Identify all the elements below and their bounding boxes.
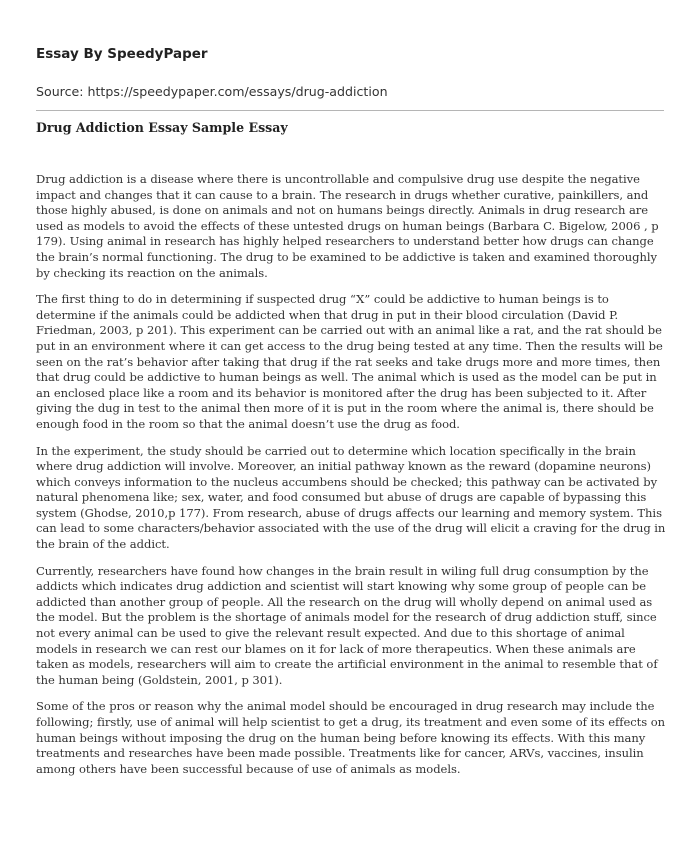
paragraph: The first thing to do in determining if suspected drug “X” could be addictive to human beings is to determine if the animals could be addicted when that drug in put in their blood circulation (David P. Friedman, 2003, p 201). This experiment can be carried out with an animal like a rat, and the rat should be put in an environment where it can get access to the drug being tested at any time. Then the results will be seen on the rat’s behavior after taking that drug if the rat seeks and take drugs more and more times, then that drug could be addictive to human beings as well. The animal which is used as the model can be put in an enclosed place like a room and its behavior is monitored after the drug has been subjected to it. After giving the dug in test to the animal then more of it is put in the room where the animal is, there should be enough food in the room so that the animal doesn’t use the drug as food. [36, 292, 663, 431]
source-line: Source: https://speedypaper.com/essays/drug-addiction [36, 84, 388, 99]
essay-title: Drug Addiction Essay Sample Essay [36, 120, 288, 135]
paragraph: In the experiment, the study should be carried out to determine which location specifically in the brain where drug addiction will involve. Moreover, an initial pathway known as the reward (dopamine neurons) which conveys information to the nucleus accumbens should be checked; this pathway can be activated by natural phenomena like; sex, water, and food consumed but abuse of drugs are capable of bypassing this system (Ghodse, 2010,p 177). From research, abuse of drugs affects our learning and memory system. This can lead to some characters/behavior associated with the use of the drug will elicit a craving for the drug in the brain of the addict. [36, 443, 666, 552]
header-divider [36, 110, 664, 111]
paragraph: Some of the pros or reason why the animal model should be encouraged in drug research may include the following; firstly, use of animal will help scientist to get a drug, its treatment and even some of its effects on human beings without imposing the drug on the human being before knowing its effects. With this many treatments and researches have been made possible. Treatments like for cancer, ARVs, vaccines, insulin among others have been successful because of use of animals as models. [36, 699, 666, 776]
site-title: Essay By SpeedyPaper [36, 46, 208, 62]
essay-body [36, 172, 666, 788]
paragraph: Drug addiction is a disease where there is uncontrollable and compulsive drug use despite the negative impact and changes that it can cause to a brain. The research in drugs whether curative, painkillers, and those highly abused, is done on animals and not on humans beings directly. Animals in drug research are used as models to avoid the effects of these untested drugs on human beings (Barbara C. Bigelow, 2006 , p 179). Using animal in research has highly helped researchers to understand better how drugs can change the brain’s normal functioning. The drug to be examined to be addictive is taken and examined thoroughly by checking its reaction on the animals. [36, 172, 659, 280]
paragraph: Currently, researchers have found how changes in the brain result in wiling full drug consumption by the addicts which indicates drug addiction and scientist will start knowing why some group of people can be addicted than another group of people. All the research on the drug will wholly depend on animal used as the model. But the problem is the shortage of animals model for the research of drug addiction stuff, since not every animal can be used to give the relevant result expected. And due to this shortage of animal models in research we can rest our blames on it for lack of more therapeutics. When these animals are taken as models, researchers will aim to create the artificial environment in the animal to resemble that of the human being (Goldstein, 2001, p 301). [36, 563, 658, 687]
document-header [36, 45, 664, 101]
